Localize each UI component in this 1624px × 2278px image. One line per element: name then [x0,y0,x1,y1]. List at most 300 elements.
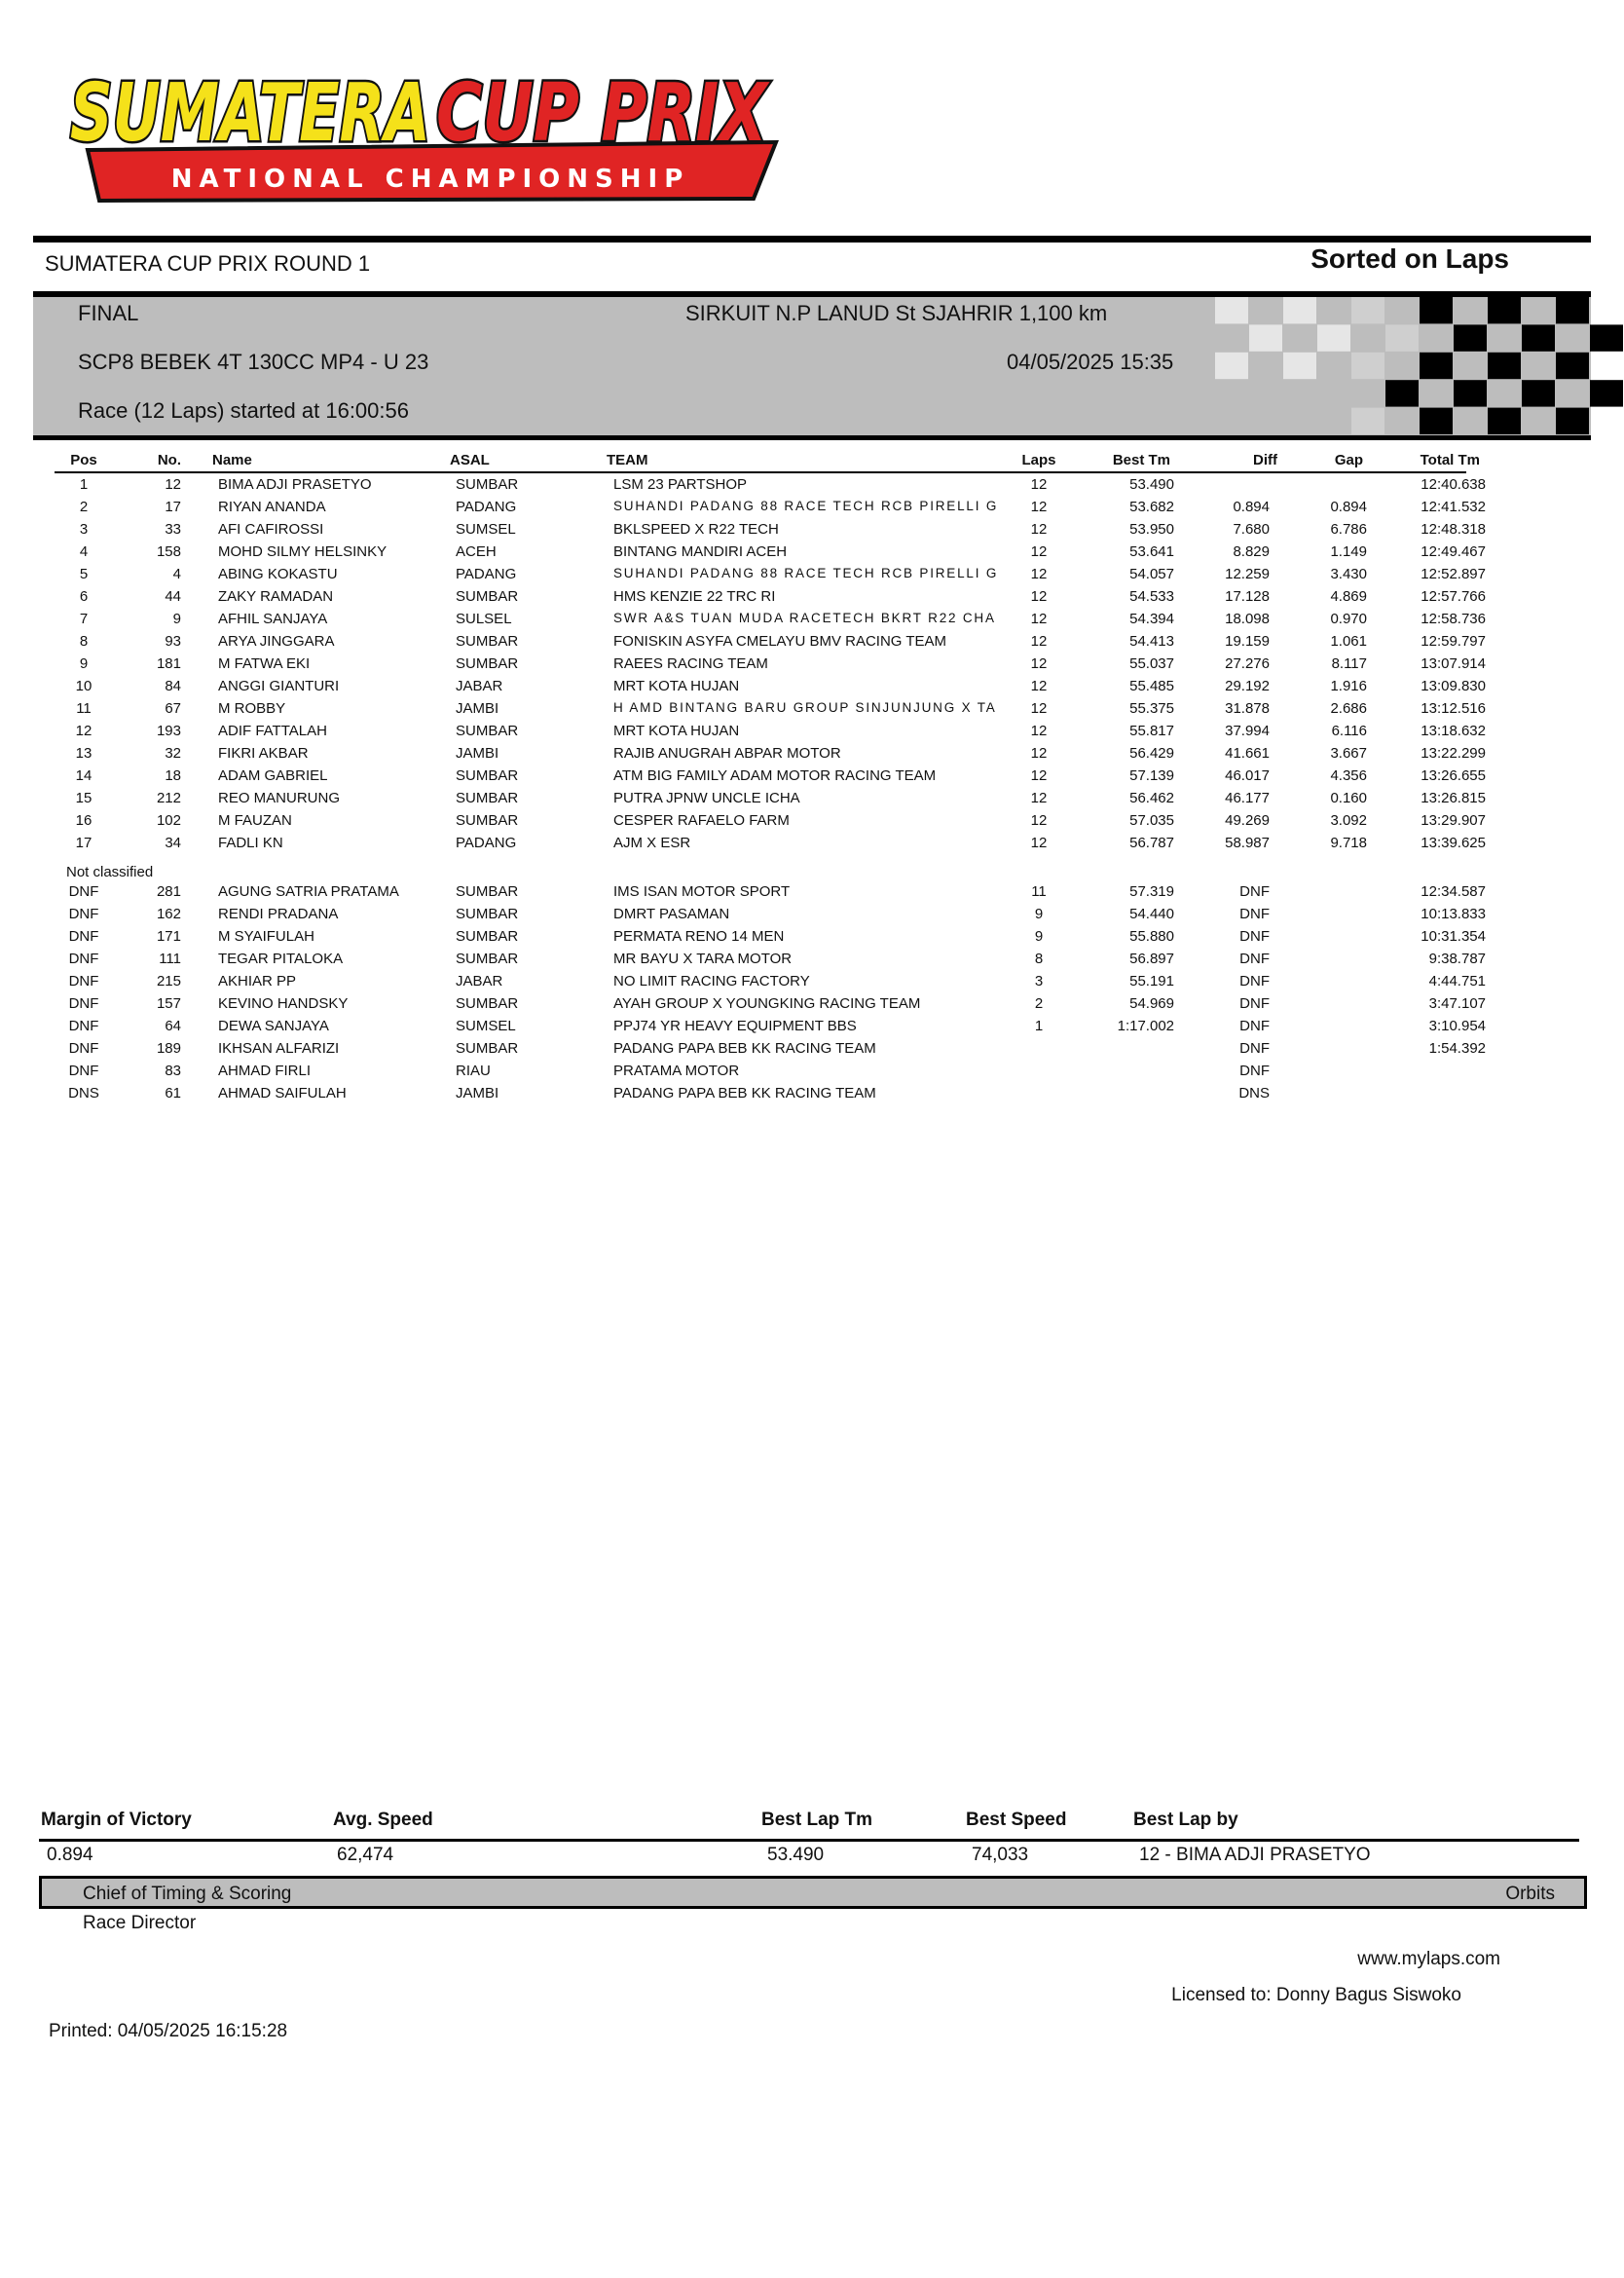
cell-total: 12:58.736 [1421,611,1486,627]
class-name: SCP8 BEBEK 4T 130CC MP4 - U 23 [78,350,429,374]
cell-team: PPJ74 YR HEAVY EQUIPMENT BBS [613,1018,857,1034]
not-classified-row [55,1015,1486,1037]
cell-gap: 4.356 [1330,767,1367,784]
cell-asal: JAMBI [456,700,499,717]
cell-name: AFHIL SANJAYA [218,611,328,627]
cell-gap: 0.894 [1330,499,1367,515]
result-row [55,787,1486,809]
checker-square [1488,297,1521,323]
cell-laps: 12 [1030,611,1048,627]
cell-laps: 12 [1030,723,1048,739]
checker-square [1420,353,1453,379]
cell-team: SUHANDI PADANG 88 RACE TECH RCB PIRELLI G [613,566,999,580]
cell-laps: 1 [1034,1018,1044,1034]
cell-total: 13:18.632 [1421,723,1486,739]
cell-total: 9:38.787 [1428,951,1486,967]
result-row [55,496,1486,518]
cell-team: PADANG PAPA BEB KK RACING TEAM [613,1040,876,1057]
cell-best: 54.394 [1129,611,1174,627]
cell-asal: SUMBAR [456,951,519,967]
checkered-flag-graphic [1215,297,1624,435]
cell-name: ADAM GABRIEL [218,767,328,784]
cell-pos: 3 [79,521,89,538]
cell-diff: 18.098 [1225,611,1270,627]
cell-no: 17 [165,499,181,515]
cell-name: KEVINO HANDSKY [218,995,349,1012]
cell-total: 4:44.751 [1428,973,1486,990]
cell-total: 12:52.897 [1421,566,1486,582]
result-row [55,608,1486,630]
cell-name: ADIF FATTALAH [218,723,327,739]
checker-square [1488,408,1521,434]
cell-gap: 1.149 [1330,543,1367,560]
cell-best: 54.533 [1129,588,1174,605]
cell-total: 12:48.318 [1421,521,1486,538]
cell-pos: 15 [75,790,92,806]
cell-best: 55.191 [1129,973,1174,990]
cell-name: AKHIAR PP [218,973,297,990]
cell-diff: 12.259 [1225,566,1270,582]
not-classified-row [55,1060,1466,1082]
cell-team: CESPER RAFAELO FARM [613,812,790,829]
cell-no: 67 [165,700,181,717]
checker-square [1317,324,1350,351]
result-row [55,653,1486,675]
checker-square [1522,324,1555,351]
cell-team: PERMATA RENO 14 MEN [613,928,785,945]
not-classified-row [55,970,1486,992]
cell-pos: 13 [75,745,92,762]
cell-total: 12:57.766 [1421,588,1486,605]
cell-gap: 6.786 [1330,521,1367,538]
cell-diff: 49.269 [1225,812,1270,829]
cell-team: DMRT PASAMAN [613,906,730,922]
cell-gap: 0.970 [1330,611,1367,627]
cell-asal: PADANG [456,835,517,851]
cell-no: 93 [165,633,181,650]
cell-no: 111 [159,951,181,967]
cell-name: AGUNG SATRIA PRATAMA [218,883,399,900]
cell-team: SUHANDI PADANG 88 RACE TECH RCB PIRELLI G [613,499,999,513]
not-classified-row [55,992,1486,1015]
race-director-label: Race Director [83,1913,197,1933]
checker-square [1454,324,1487,351]
license-info: Licensed to: Donny Bagus Siswoko [1171,1985,1461,2005]
cell-diff: DNF [1239,1040,1270,1057]
cell-gap: 1.916 [1330,678,1367,694]
cell-pos: DNS [68,1085,99,1102]
cell-diff: 37.994 [1225,723,1270,739]
cell-total: 12:41.532 [1421,499,1486,515]
cell-gap: 2.686 [1330,700,1367,717]
cell-gap: 6.116 [1331,723,1367,739]
cell-total: 13:12.516 [1421,700,1486,717]
not-classified-row [55,948,1486,970]
cell-pos: DNF [68,883,99,900]
checker-square [1522,380,1555,406]
session-name: FINAL [78,301,139,325]
cell-team: BINTANG MANDIRI ACEH [613,543,788,560]
result-row [55,832,1486,854]
cell-laps: 12 [1030,767,1048,784]
summary-values [39,1845,1587,1874]
avg-speed-label: Avg. Speed [333,1810,433,1830]
cell-team: PADANG PAPA BEB KK RACING TEAM [613,1085,876,1102]
website-link[interactable]: www.mylaps.com [1357,1949,1500,1969]
printed-timestamp: Printed: 04/05/2025 16:15:28 [49,2021,288,2041]
cell-diff: 17.128 [1225,588,1270,605]
cell-best: 57.319 [1129,883,1174,900]
cell-name: ANGGI GIANTURI [218,678,340,694]
cell-asal: JABAR [456,678,503,694]
cell-name: AHMAD FIRLI [218,1063,312,1079]
checker-square [1590,380,1623,406]
sort-label: Sorted on Laps [1310,243,1509,274]
result-row [55,765,1486,787]
cell-pos: 9 [79,655,89,672]
best-lap-tm-label: Best Lap Tm [761,1810,873,1830]
cell-total: 12:49.467 [1421,543,1486,560]
cell-diff: DNF [1239,928,1270,945]
cell-no: 84 [165,678,181,694]
checker-square [1215,353,1248,379]
col-gap-header: Gap [1334,452,1363,468]
cell-laps: 12 [1030,790,1048,806]
cell-no: 61 [165,1085,181,1102]
cell-diff: DNF [1239,1063,1270,1079]
cell-no: 193 [156,723,181,739]
cell-laps: 12 [1030,835,1048,851]
checker-square [1488,353,1521,379]
cell-laps: 12 [1030,521,1048,538]
header-top-rule [33,236,1591,243]
cell-diff: DNF [1239,1018,1270,1034]
cell-name: MOHD SILMY HELSINKY [218,543,388,560]
cell-name: ABING KOKASTU [218,566,338,582]
cell-name: M SYAIFULAH [218,928,314,945]
cell-asal: SUMBAR [456,812,519,829]
cell-no: 162 [156,906,181,922]
cell-gap: 3.092 [1330,812,1367,829]
checker-square [1283,353,1316,379]
cell-team: BKLSPEED X R22 TECH [613,521,779,538]
cell-team: RAEES RACING TEAM [613,655,768,672]
best-lap-tm-value: 53.490 [767,1845,825,1865]
cell-name: ARYA JINGGARA [218,633,335,650]
cell-best: 53.641 [1129,543,1174,560]
cell-asal: ACEH [456,543,497,560]
checker-square [1556,408,1589,434]
cell-no: 215 [156,973,181,990]
cell-pos: DNF [68,1063,99,1079]
cell-best: 54.440 [1129,906,1174,922]
cell-name: BIMA ADJI PRASETYO [218,476,372,493]
session-info-band [33,297,1591,435]
header-bottom-rule [33,435,1591,440]
cell-laps: 12 [1030,633,1048,650]
result-row [55,720,1486,742]
cell-best: 56.429 [1129,745,1174,762]
cell-diff: 8.829 [1233,543,1270,560]
cell-total: 10:31.354 [1421,928,1486,945]
cell-best: 56.897 [1129,951,1174,967]
cell-total: 12:34.587 [1421,883,1486,900]
cell-team: AYAH GROUP X YOUNGKING RACING TEAM [613,995,921,1012]
cell-gap: 3.667 [1330,745,1367,762]
cell-laps: 12 [1030,700,1048,717]
cell-total: 13:07.914 [1421,655,1486,672]
col-name-header: Name [212,452,252,468]
cell-asal: SULSEL [456,611,512,627]
not-classified-row [55,903,1486,925]
cell-team: NO LIMIT RACING FACTORY [613,973,810,990]
cell-best: 53.950 [1129,521,1174,538]
cell-gap: 9.718 [1330,835,1367,851]
result-row [55,585,1486,608]
cell-asal: SUMBAR [456,790,519,806]
cell-team: LSM 23 PARTSHOP [613,476,747,493]
cell-best: 54.413 [1129,633,1174,650]
cell-asal: SUMBAR [456,588,519,605]
summary-rule [39,1839,1579,1842]
cell-laps: 12 [1030,543,1048,560]
cell-diff: 46.177 [1225,790,1270,806]
result-row [55,541,1486,563]
cell-asal: SUMBAR [456,928,519,945]
cell-laps: 12 [1030,678,1048,694]
cell-pos: 10 [75,678,92,694]
cell-pos: DNF [68,1040,99,1057]
logo-subtitle: NATIONAL CHAMPIONSHIP [170,165,690,194]
cell-best: 55.375 [1129,700,1174,717]
avg-speed-value: 62,474 [337,1845,394,1865]
result-row [55,809,1486,832]
cell-diff: 27.276 [1225,655,1270,672]
cell-laps: 12 [1030,476,1048,493]
checker-square [1385,380,1419,406]
cell-team: AJM X ESR [613,835,691,851]
cell-asal: SUMBAR [456,767,519,784]
event-logo [60,53,781,208]
cell-laps: 8 [1034,951,1044,967]
checker-square [1420,297,1453,323]
cell-asal: RIAU [456,1063,491,1079]
not-classified-row [55,880,1486,903]
cell-gap: 3.430 [1330,566,1367,582]
cell-no: 171 [156,928,181,945]
classified-rows [55,473,1486,854]
cell-laps: 2 [1034,995,1044,1012]
cell-best: 55.817 [1129,723,1174,739]
result-row [55,742,1486,765]
checker-square [1215,297,1248,323]
cell-pos: DNF [68,906,99,922]
cell-no: 18 [165,767,181,784]
cell-asal: SUMSEL [456,1018,516,1034]
cell-pos: 4 [79,543,89,560]
cell-pos: 2 [79,499,89,515]
cell-total: 13:29.907 [1421,812,1486,829]
checker-square [1351,408,1384,434]
cell-best: 57.139 [1129,767,1174,784]
cell-asal: SUMSEL [456,521,516,538]
cell-no: 44 [165,588,181,605]
cell-pos: DNF [68,995,99,1012]
cell-laps: 9 [1034,906,1044,922]
not-classified-row [55,1037,1486,1060]
results-table [55,450,1486,1104]
cell-best: 56.787 [1129,835,1174,851]
cell-best: 54.969 [1129,995,1174,1012]
cell-laps: 12 [1030,812,1048,829]
cell-total: 13:26.655 [1421,767,1486,784]
cell-diff: DNF [1239,906,1270,922]
cell-team: SWR A&S TUAN MUDA RACETECH BKRT R22 CHA [613,611,996,625]
cell-laps: 12 [1030,745,1048,762]
result-row [55,675,1486,697]
cell-team: IMS ISAN MOTOR SPORT [613,883,791,900]
cell-no: 189 [156,1040,181,1057]
cell-no: 83 [165,1063,181,1079]
cell-laps: 12 [1030,499,1048,515]
cell-name: AHMAD SAIFULAH [218,1085,347,1102]
cell-asal: PADANG [456,566,517,582]
cell-diff: 0.894 [1233,499,1270,515]
cell-team: FONISKIN ASYFA CMELAYU BMV RACING TEAM [613,633,947,650]
cell-name: RENDI PRADANA [218,906,339,922]
logo-word-cup-prix: CUP PRIX [436,67,770,160]
circuit-name: SIRKUIT N.P LANUD St SJAHRIR 1,100 km [685,301,1108,325]
cell-name: AFI CAFIROSSI [218,521,324,538]
checker-square [1249,324,1282,351]
col-asal-header: ASAL [450,452,490,468]
cell-asal: JAMBI [456,745,499,762]
cell-no: 9 [172,611,181,627]
checker-square [1556,297,1589,323]
cell-diff: DNF [1239,951,1270,967]
session-datetime: 04/05/2025 15:35 [1007,350,1174,374]
not-classified-section [55,854,1466,880]
cell-name: FADLI KN [218,835,283,851]
event-title: SUMATERA CUP PRIX ROUND 1 [45,251,371,276]
cell-name: M FATWA EKI [218,655,311,672]
cell-no: 212 [156,790,181,806]
cell-pos: DNF [68,951,99,967]
cell-no: 281 [156,883,181,900]
cell-name: FIKRI AKBAR [218,745,309,762]
cell-total: 3:47.107 [1428,995,1486,1012]
cell-team: H AMD BINTANG BARU GROUP SINJUNJUNG X TA [613,700,997,715]
cell-team: HMS KENZIE 22 TRC RI [613,588,776,605]
cell-name: RIYAN ANANDA [218,499,326,515]
checker-square [1454,380,1487,406]
cell-pos: 1 [79,476,89,493]
cell-no: 32 [165,745,181,762]
result-row [55,697,1486,720]
cell-total: 12:59.797 [1421,633,1486,650]
cell-pos: 14 [75,767,92,784]
cell-diff: 31.878 [1225,700,1270,717]
cell-team: MR BAYU X TARA MOTOR [613,951,793,967]
cell-name: TEGAR PITALOKA [218,951,344,967]
col-best-header: Best Tm [1112,452,1170,468]
cell-best: 53.490 [1129,476,1174,493]
cell-total: 1:54.392 [1428,1040,1486,1057]
cell-total: 3:10.954 [1428,1018,1486,1034]
cell-total: 10:13.833 [1421,906,1486,922]
cell-no: 181 [156,655,181,672]
cell-diff: DNF [1239,995,1270,1012]
not-classified-row [55,925,1486,948]
cell-team: PRATAMA MOTOR [613,1063,740,1079]
cell-asal: SUMBAR [456,906,519,922]
cell-asal: JAMBI [456,1085,499,1102]
cell-asal: PADANG [456,499,517,515]
cell-diff: 29.192 [1225,678,1270,694]
cell-diff: DNS [1238,1085,1270,1102]
not-classified-rows [55,880,1486,1104]
cell-asal: SUMBAR [456,655,519,672]
cell-total: 13:26.815 [1421,790,1486,806]
cell-laps: 3 [1034,973,1044,990]
logo-word-sumatera: SUMATERA [70,67,430,160]
cell-pos: 6 [79,588,89,605]
cell-team: RAJIB ANUGRAH ABPAR MOTOR [613,745,841,762]
summary-labels [39,1810,1587,1839]
cell-name: DEWA SANJAYA [218,1018,329,1034]
cell-name: ZAKY RAMADAN [218,588,334,605]
cell-pos: DNF [68,928,99,945]
checker-square [1556,353,1589,379]
cell-asal: SUMBAR [456,633,519,650]
not-classified-label: Not classified [66,864,154,880]
best-lap-by-label: Best Lap by [1133,1810,1238,1830]
checker-square [1283,297,1316,323]
cell-diff: DNF [1239,973,1270,990]
cell-diff: 58.987 [1225,835,1270,851]
cell-best: 1:17.002 [1117,1018,1174,1034]
checker-square [1351,353,1384,379]
not-classified-row [55,1082,1466,1104]
race-start-info: Race (12 Laps) started at 16:00:56 [78,398,409,423]
cell-total: 13:22.299 [1421,745,1486,762]
cell-pos: 16 [75,812,92,829]
cell-total: 13:39.625 [1421,835,1486,851]
cell-no: 34 [165,835,181,851]
checker-square [1385,324,1419,351]
cell-best: 53.682 [1129,499,1174,515]
cell-pos: 5 [79,566,89,582]
cell-asal: SUMBAR [456,476,519,493]
cell-pos: 11 [76,700,92,717]
cell-pos: 8 [79,633,89,650]
cell-total: 13:09.830 [1421,678,1486,694]
cell-laps: 12 [1030,588,1048,605]
cell-no: 33 [165,521,181,538]
cell-name: REO MANURUNG [218,790,341,806]
cell-asal: SUMBAR [456,1040,519,1057]
cell-asal: SUMBAR [456,723,519,739]
cell-team: ATM BIG FAMILY ADAM MOTOR RACING TEAM [613,767,937,784]
cell-diff: 19.159 [1225,633,1270,650]
cell-total: 12:40.638 [1421,476,1486,493]
col-diff-header: Diff [1253,452,1277,468]
cell-best: 54.057 [1129,566,1174,582]
cell-no: 4 [172,566,181,582]
chief-timing-bar [39,1876,1587,1909]
cell-best: 55.037 [1129,655,1174,672]
margin-value: 0.894 [47,1845,93,1865]
